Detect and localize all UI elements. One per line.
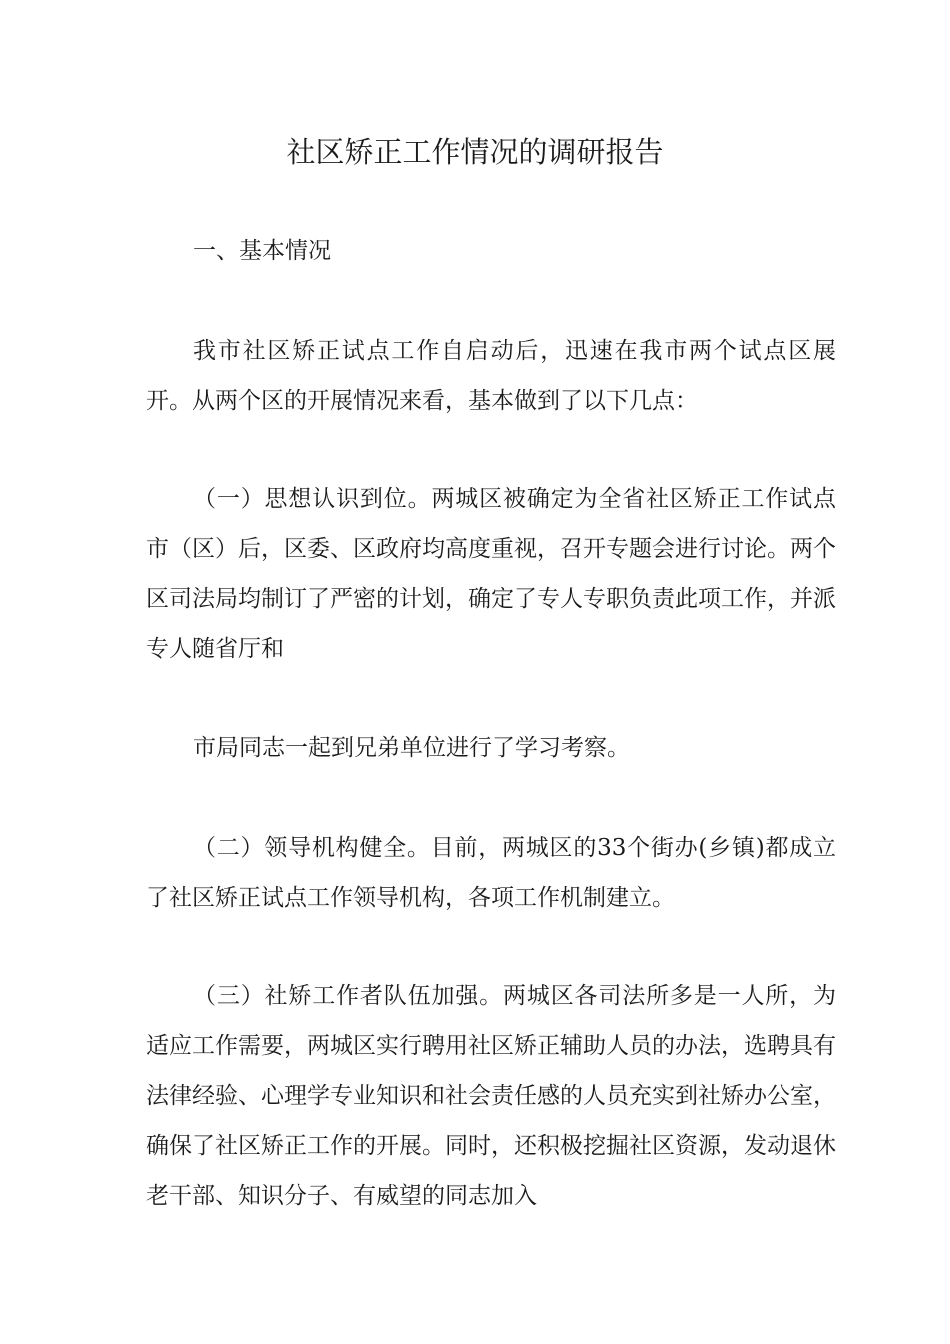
paragraph-point-3: （三）社矫工作者队伍加强。两城区各司法所多是一人所，为适应工作需要，两城区实行聘用社区矫正辅助人员的办法，选聘具有法律经验、心理学专业知识和社会责任感的人员充实到社矫办公室，确保了社区矫正工作的开展。同时，还积极挖掘社区资源，发动退休老干部、知识分子、有威望的同志加入 <box>146 983 836 1209</box>
paragraph-intro: 我市社区矫正试点工作自启动后，迅速在我市两个试点区展开。从两个区的开展情况来看，基本做到了以下几点： <box>146 338 836 414</box>
paragraph-point-1-continued: 市局同志一起到兄弟单位进行了学习考察。 <box>193 735 630 761</box>
paragraph-point-2: （二）领导机构健全。目前，两城区的33个街办(乡镇)都成立了社区矫正试点工作领导机构，各项工作机制建立。 <box>146 835 836 911</box>
paragraph-point-1: （一）思想认识到位。两城区被确定为全省社区矫正工作试点市（区）后，区委、区政府均高度重视，召开专题会进行讨论。两个区司法局均制订了严密的计划，确定了专人专职负责此项工作，并派专人随省厅和 <box>146 486 836 662</box>
document-title: 社区矫正工作情况的调研报告 <box>286 135 664 169</box>
section-heading-basic-situation: 一、基本情况 <box>193 238 331 264</box>
